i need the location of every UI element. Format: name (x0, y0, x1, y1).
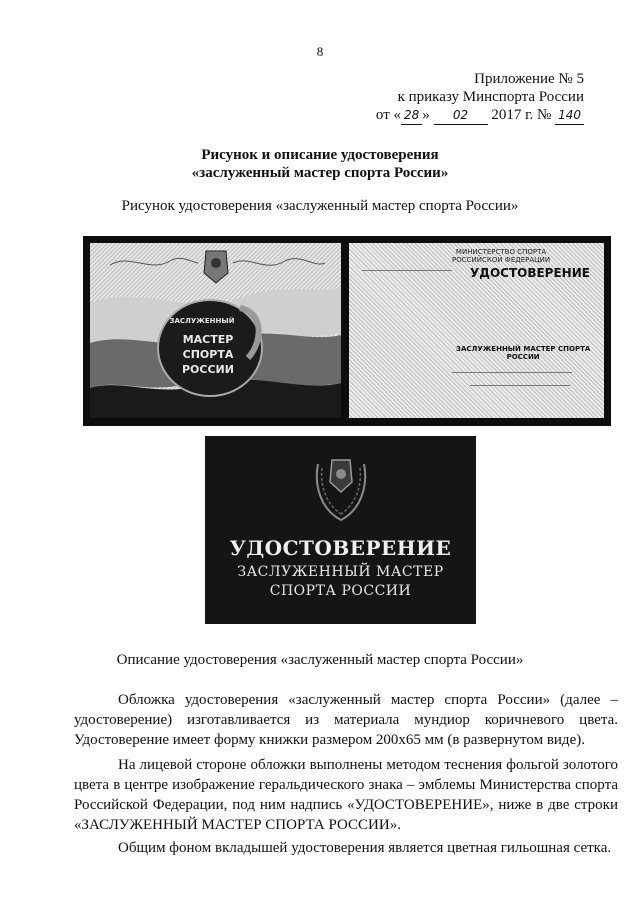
title-line-2: «заслуженный мастер спорта России» (191, 165, 449, 181)
badge-line-4: РОССИИ (182, 363, 234, 376)
field-line (362, 270, 452, 271)
badge-line-3: СПОРТА (182, 348, 234, 361)
ministry-label (452, 248, 550, 264)
paragraph-1-line-3: Удостоверение имеет форму книжки размером 200х65 мм (в развернутом виде). (74, 732, 585, 748)
cover-line-2: ЗАСЛУЖЕННЫЙ МАСТЕР (237, 564, 444, 580)
inner-doc-label: УДОСТОВЕРЕНИЕ (470, 266, 590, 280)
ministry-line-2: РОССИЙСКОЙ ФЕДЕРАЦИИ (452, 256, 551, 264)
date-prefix: от « (375, 107, 402, 123)
date-mid: » (422, 107, 430, 123)
field-line (470, 385, 570, 386)
date-year: 2017 г. № (491, 107, 552, 123)
cover-subtitle (205, 563, 476, 601)
figure-caption: Рисунок удостоверения «заслуженный мастер спорта России» (121, 198, 519, 214)
date-month: 02 (434, 106, 488, 125)
paragraph-1-line-1: Обложка удостоверения «заслуженный мастер спорта России» (далее – (118, 692, 618, 708)
paragraph-2-line-4: «ЗАСЛУЖЕННЫЙ МАСТЕР СПОРТА РОССИИ». (74, 817, 401, 833)
description-title: Описание удостоверения «заслуженный мастер спорта России» (116, 652, 524, 668)
paragraph-1-line-2: удостоверение) изготавливается из материала мундиор коричневого цвета. (74, 712, 618, 728)
annex-line-1: Приложение № 5 (474, 71, 584, 87)
cover-line-3: СПОРТА РОССИИ (269, 583, 412, 599)
badge-line-1: ЗАСЛУЖЕННЫЙ (169, 317, 235, 325)
cover-title: УДОСТОВЕРЕНИЕ (229, 536, 452, 560)
inner-title-line-2: РОССИИ (506, 353, 540, 361)
paragraph-2-line-2: цвета в центре изображение геральдического знака – эмблемы Министерства спорта (74, 777, 618, 793)
flag-badge-illustration (90, 243, 341, 418)
inner-title (456, 345, 590, 361)
badge-emblem (158, 300, 262, 396)
order-number: 140 (555, 106, 584, 125)
inner-title-line-1: ЗАСЛУЖЕННЫЙ МАСТЕР СПОРТА (456, 345, 591, 353)
page-number: 8 (316, 44, 324, 59)
annex-line-2: к приказу Минспорта России (397, 89, 584, 105)
ministry-line-1: МИНИСТЕРСТВО СПОРТА (455, 248, 547, 256)
paragraph-3: Общим фоном вкладышей удостоверения является цветная гильошная сетка. (118, 840, 612, 856)
document-title (0, 146, 640, 182)
paragraph-2-line-3: Российской Федерации, под ним надпись «УДОСТОВЕРЕНИЕ», ниже в две строки (74, 797, 618, 813)
paragraph-2-line-1: На лицевой стороне обложки выполнены методом теснения фольгой золотого (118, 757, 618, 773)
annex-date-line (376, 106, 584, 125)
annex-header (376, 70, 584, 125)
field-line (452, 372, 572, 373)
ministry-emblem-icon (310, 454, 372, 524)
badge-line-2: МАСТЕР (182, 333, 234, 346)
inner-left-page (90, 243, 341, 418)
title-line-1: Рисунок и описание удостоверения (201, 147, 439, 163)
date-day: 28 (401, 106, 422, 125)
